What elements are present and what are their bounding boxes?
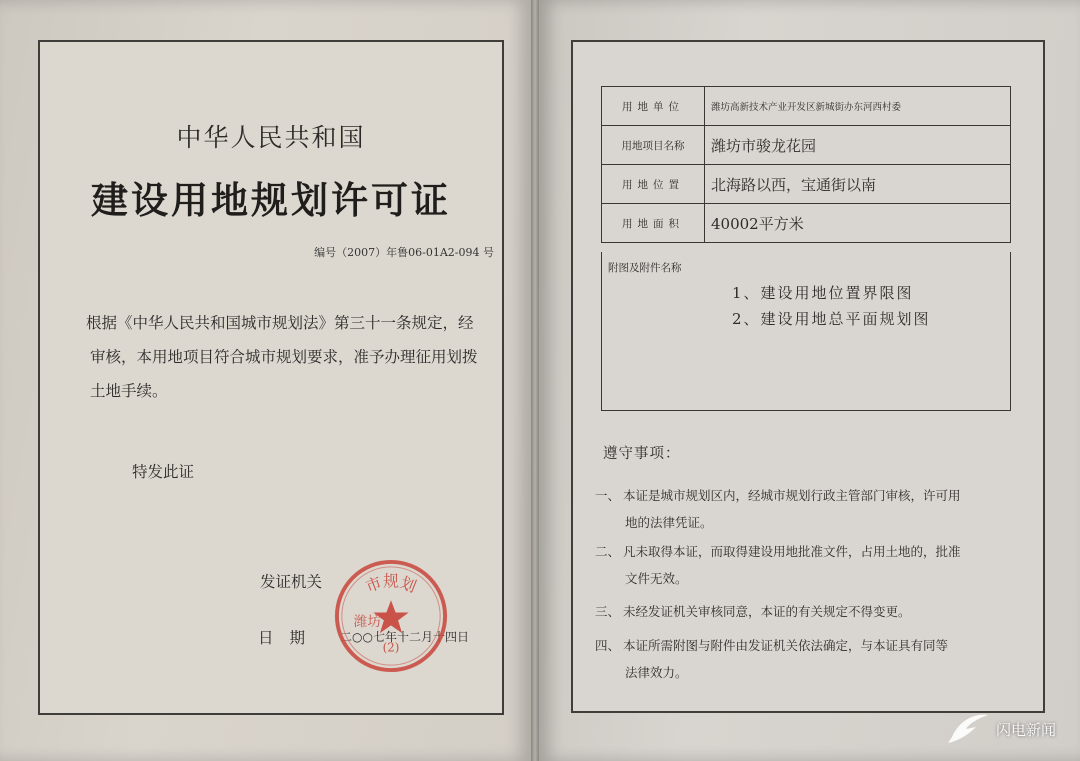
field-label: 用地位置 <box>602 165 705 204</box>
rule-item <box>595 598 1015 625</box>
official-seal-icon <box>332 557 450 675</box>
rules-title: 遵守事项： <box>603 446 681 462</box>
certificate-title: 建设用地规划许可证 <box>91 178 451 222</box>
book-spine <box>531 0 539 761</box>
date-label: 日期 <box>258 629 322 647</box>
watermark-text: 闪电新闻 <box>996 721 1057 739</box>
left-page-frame <box>38 40 504 715</box>
rule-text: 本证是城市规划区内，经城市规划行政主管部门审核，许可用 <box>623 488 961 503</box>
rule-text-cont: 地的法律凭证。 <box>625 515 713 530</box>
land-info-table <box>601 86 1011 243</box>
field-value: 潍坊市骏龙花园 <box>705 126 1011 165</box>
serial-number: 编号（2007）年鲁06-01A2-094 号 <box>314 246 494 259</box>
rule-number: 四、 <box>595 638 621 653</box>
svg-text:市规划 <box>363 572 419 596</box>
table-row <box>602 87 1011 126</box>
attachment-item: 1、建设用地位置界限图 <box>732 284 914 302</box>
rule-item <box>595 482 1015 536</box>
left-page <box>0 0 531 761</box>
rule-number: 三、 <box>595 604 621 619</box>
lightning-logo-icon <box>946 707 992 747</box>
rule-text-cont: 文件无效。 <box>625 571 688 586</box>
field-label: 用地项目名称 <box>602 126 705 165</box>
rule-item <box>595 632 1015 686</box>
table-row <box>602 165 1011 204</box>
watermark <box>946 707 1066 747</box>
rule-text: 凡未取得本证，而取得建设用地批准文件，占用土地的，批准 <box>623 544 961 559</box>
attachments-box <box>601 252 1011 411</box>
seal-top-text: 市规划 <box>362 571 420 597</box>
rule-number: 二、 <box>595 544 621 559</box>
attachment-item: 2、建设用地总平面规划图 <box>732 310 931 328</box>
field-label: 用地单位 <box>602 87 705 126</box>
field-label: 用地面积 <box>602 204 705 243</box>
field-value: 40002平方米 <box>705 204 1011 243</box>
issue-date: 二○○七年十二月十四日 <box>340 630 469 644</box>
seal-left-text: 潍坊 <box>353 613 382 630</box>
rule-item <box>595 538 1015 592</box>
issuer-label: 发证机关 <box>260 573 323 591</box>
field-value: 北海路以西，宝通街以南 <box>705 165 1011 204</box>
attachments-label: 附图及附件名称 <box>608 262 682 274</box>
country-title: 中华人民共和国 <box>176 123 366 152</box>
table-row <box>602 204 1011 243</box>
rule-text: 本证所需附图与附件由发证机关依法确定，与本证具有同等 <box>623 638 949 653</box>
rule-text: 未经发证机关审核同意，本证的有关规定不得变更。 <box>623 604 911 619</box>
certificate-body: 根据《中华人民共和国城市规划法》第三十一条规定，经审核，本用地项目符合城市规划要求，准予办理征用划拨土地手续。 <box>86 314 478 400</box>
field-value: 潍坊高新技术产业开发区新城街办东河西村委 <box>705 87 1011 126</box>
right-page-frame <box>571 40 1045 713</box>
seal-bottom-text: (2) <box>382 640 400 655</box>
rule-number: 一、 <box>595 488 621 503</box>
rule-text-cont: 法律效力。 <box>625 665 688 680</box>
special-issue-text: 特发此证 <box>132 463 195 481</box>
table-row <box>602 126 1011 165</box>
